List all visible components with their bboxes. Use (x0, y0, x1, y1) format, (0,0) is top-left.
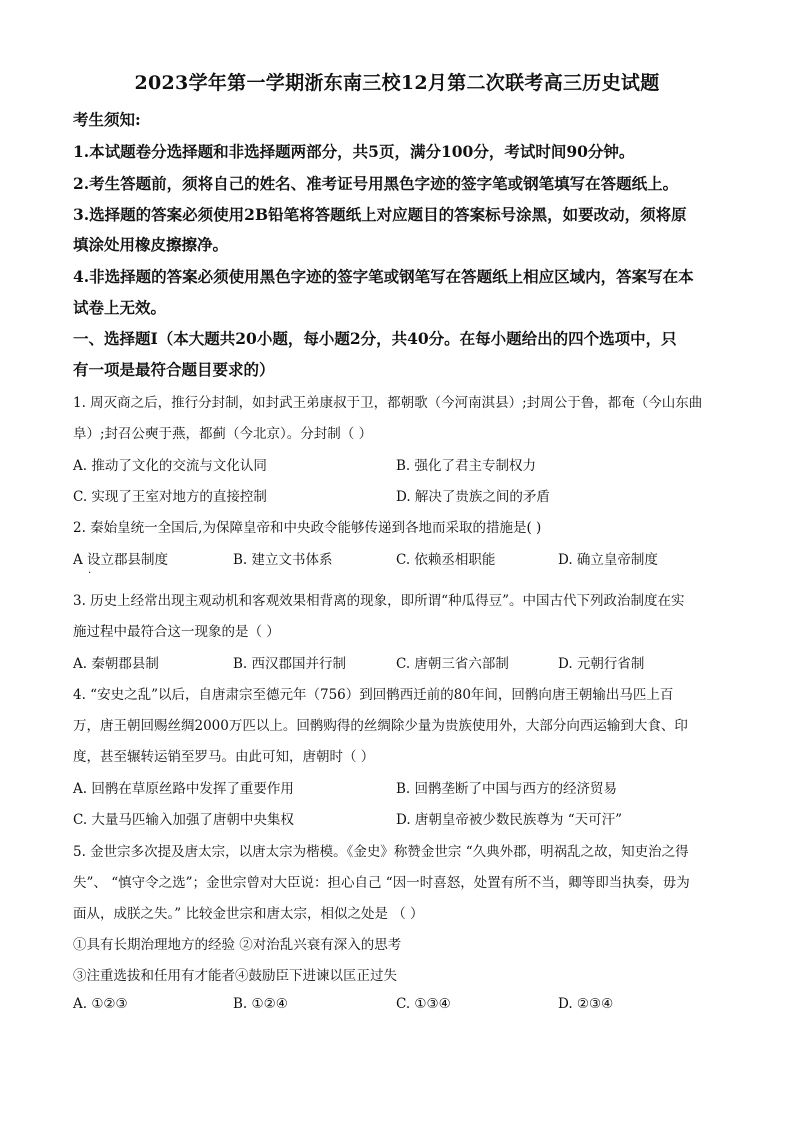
q5-option-c[interactable]: C. ①③④ (396, 996, 451, 1012)
notice-item-1: 1.本试题卷分选择题和非选择题两部分，共5页，满分100分，考试时间90分钟。 (73, 142, 635, 161)
notice-item-2: 2.考生答题前，须将自己的姓名、准考证号用黑色字迹的签字笔或钢笔填写在答题纸上。 (73, 174, 679, 193)
notice-item-4: 4.非选择题的答案必须使用黑色字迹的签字笔或钢笔写在答题纸上相应区域内，答案写在本 (73, 267, 694, 286)
q1-option-d[interactable]: D. 解决了贵族之间的矛盾 (396, 489, 550, 505)
q5-statement-line-1: ①具有长期治理地方的经验 ②对治乱兴衰有深入的思考 (73, 937, 402, 953)
q3-option-a[interactable]: A. 秦朝郡县制 (73, 656, 159, 672)
exam-title: 2023学年第一学期浙东南三校12月第二次联考高三历史试题 (134, 72, 660, 94)
q5-option-a[interactable]: A. ①②③ (73, 996, 128, 1012)
notice-item-3-cont: 填涂处用橡皮擦擦净。 (73, 235, 229, 254)
q2-option-d[interactable]: D. 确立皇帝制度 (558, 552, 658, 568)
q4-stem-line-1: 4. “安史之乱”以后，自唐肃宗至德元年（756）到回鹘西迁前的80年间，回鹘向唐王朝输出马匹上百 (73, 687, 674, 703)
q2-option-b[interactable]: B. 建立文书体系 (233, 552, 333, 568)
q1-options-row-1 (73, 454, 722, 476)
q2-options-row (73, 548, 722, 570)
q4-option-d[interactable]: D. 唐朝皇帝被少数民族尊为 “天可汗” (396, 812, 623, 828)
q4-stem-line-2: 万，唐王朝回赐丝绸2000万匹以上。回鹘购得的丝绸除少量为贵族使用外，大部分向西运输到大食、印 (73, 718, 688, 734)
notice-item-3: 3.选择题的答案必须使用2B铅笔将答题纸上对应题目的答案标号涂黑，如要改动，须将原 (73, 205, 687, 224)
q4-option-c[interactable]: C. 大量马匹输入加强了唐朝中央集权 (73, 812, 294, 828)
stray-mark: . (88, 565, 92, 576)
q5-option-d[interactable]: D. ②③④ (558, 996, 614, 1012)
q1-stem-line-1: 1. 周灭商之后，推行分封制，如封武王弟康叔于卫，都朝歌（今河南淇县）;封周公于鲁，都奄（今山东曲 (73, 395, 703, 411)
q1-options-row-2 (73, 485, 722, 507)
q5-stem-line-1: 5. 金世宗多次提及唐太宗，以唐太宗为楷模。《金史》称赞金世宗 “久典外郡，明祸乱之故，知吏治之得 (73, 844, 689, 860)
q2-stem: 2. 秦始皇统一全国后,为保障皇帝和中央政令能够传递到各地而采取的措施是( ) (73, 520, 542, 536)
section-heading: 一、选择题Ⅰ（本大题共20小题，每小题2分，共40分。在每小题给出的四个选项中，只 (73, 329, 677, 348)
section-heading-cont: 有一项是最符合题目要求的） (73, 360, 275, 379)
q3-option-c[interactable]: C. 唐朝三省六部制 (396, 656, 509, 672)
q5-stem-line-3: 面从，成朕之失。” 比较金世宗和唐太宗，相似之处是 （ ） (73, 906, 424, 922)
q1-option-a[interactable]: A. 推动了文化的交流与文化认同 (73, 458, 267, 474)
q5-options-row (73, 996, 722, 1018)
q3-stem-line-2: 施过程中最符合这一现象的是（ ） (73, 624, 280, 640)
q3-stem-line-1: 3. 历史上经常出现主观动机和客观效果相背离的现象，即所谓“种瓜得豆”。中国古代下列政治制度在实 (73, 593, 685, 609)
q5-stem-line-2: 失”、 “慎守令之选”；金世宗曾对大臣说：担心自己 “因一时喜怒，处置有所不当，卿等即当执奏，毋为 (73, 875, 690, 891)
q1-option-b[interactable]: B. 强化了君主专制权力 (396, 458, 537, 474)
q4-option-b[interactable]: B. 回鹘垄断了中国与西方的经济贸易 (396, 781, 618, 797)
q2-option-c[interactable]: C. 依赖丞相职能 (396, 552, 496, 568)
q4-option-a[interactable]: A. 回鹘在草原丝路中发挥了重要作用 (73, 781, 294, 797)
q1-option-c[interactable]: C. 实现了王室对地方的直接控制 (73, 489, 267, 505)
q2-option-a[interactable]: A 设立郡县制度 (73, 552, 169, 568)
q3-options-row (73, 652, 722, 674)
q5-option-b[interactable]: B. ①②④ (233, 996, 288, 1012)
q3-option-d[interactable]: D. 元朝行省制 (558, 656, 645, 672)
q4-options-row-2 (73, 808, 722, 830)
q5-statement-line-2: ③注重选拔和任用有才能者④鼓励臣下进谏以匡正过失 (73, 968, 397, 984)
q1-stem-line-2: 阜）;封召公奭于燕，都蓟（今北京）。分封制（ ） (73, 426, 373, 442)
q3-option-b[interactable]: B. 西汉郡国并行制 (233, 656, 347, 672)
notice-heading: 考生须知: (73, 110, 141, 129)
notice-item-4-cont: 试卷上无效。 (73, 298, 167, 317)
q4-options-row-1 (73, 777, 722, 799)
q4-stem-line-3: 度，甚至辗转运销至罗马。由此可知，唐朝时（ ） (73, 749, 375, 765)
